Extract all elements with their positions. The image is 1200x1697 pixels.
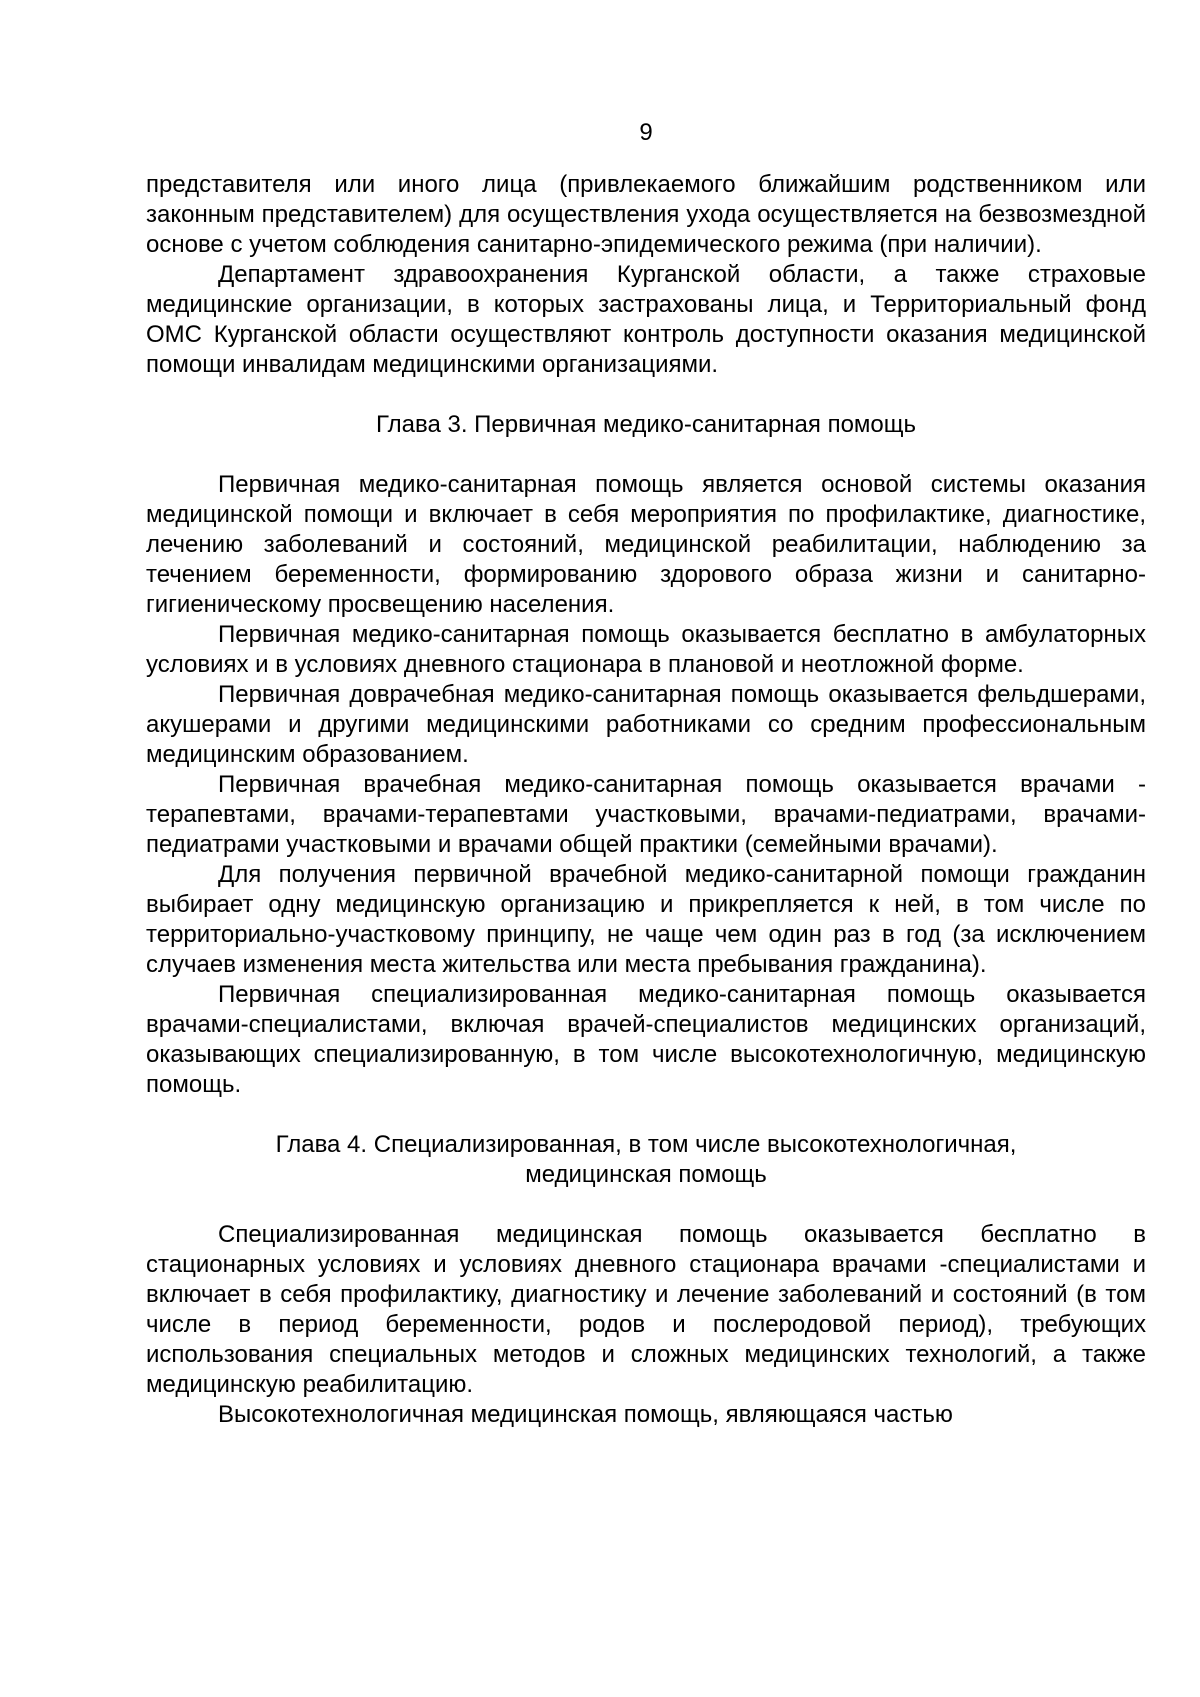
chapter-3-paragraph: Первичная медико-санитарная помощь является основой системы оказания медицинской помощи и включает в себя мероприятия по профилактике, диагностике, лечению заболеваний и состояний, медицинской реабилитации, наблюдению за течением беременности, формированию здорового образа жизни и санитарно-гигиеническому просвещению населения. (146, 471, 1146, 618)
chapter-3-paragraph: Первичная медико-санитарная помощь оказывается бесплатно в амбулаторных условиях и в условиях дневного стационара в плановой и неотложной форме. (146, 621, 1146, 678)
chapter-4-title-line-2: медицинская помощь (525, 1161, 767, 1188)
page-number: 9 (639, 119, 653, 146)
document-body (146, 170, 1146, 1430)
chapter-3-paragraph: Первичная доврачебная медико-санитарная помощь оказывается фельдшерами, акушерами и другими медицинскими работниками со средним профессиональным медицинским образованием. (146, 681, 1146, 768)
chapter-4-paragraph: Специализированная медицинская помощь оказывается бесплатно в стационарных условиях и условиях дневного стационара врачами -специалистами и включает в себя профилактику, диагностику и лечение заболеваний и состояний (в том числе в период беременности, родов и послеродовой период), требующих использования специальных методов и сложных медицинских технологий, а также медицинскую реабилитацию. (146, 1221, 1146, 1398)
chapter-3-paragraph: Первичная специализированная медико-санитарная помощь оказывается врачами-специалистами, включая врачей-специалистов медицинских организаций, оказывающих специализированную, в том числе высокотехнологичную, медицинскую помощь. (146, 981, 1146, 1098)
chapter-4-title (146, 1130, 1146, 1190)
paragraph-continuation: представителя или иного лица (привлекаемого ближайшим родственником или законным представителем) для осуществления ухода осуществляется на безвозмездной основе с учетом соблюдения санитарно-эпидемического режима (при наличии). (146, 171, 1146, 258)
chapter-3-paragraph: Для получения первичной врачебной медико-санитарной помощи гражданин выбирает одну медицинскую организацию и прикрепляется к ней, в том числе по территориально-участковому принципу, не чаще чем один раз в год (за исключением случаев изменения места жительства или места пребывания гражданина). (146, 861, 1146, 978)
chapter-3-title: Глава 3. Первичная медико-санитарная помощь (375, 411, 917, 438)
paragraph-department-control: Департамент здравоохранения Курганской области, а также страховые медицинские организации, в которых застрахованы лица, и Территориальный фонд ОМС Курганской области осуществляют контроль доступности оказания медицинской помощи инвалидам медицинскими организациями. (146, 261, 1146, 378)
chapter-3-paragraph: Первичная врачебная медико-санитарная помощь оказывается врачами - терапевтами, врачами-терапевтами участковыми, врачами-педиатрами, врачами-педиатрами участковыми и врачами общей практики (семейными врачами). (146, 771, 1146, 858)
chapter-4-paragraph: Высокотехнологичная медицинская помощь, являющаяся частью (218, 1401, 953, 1428)
chapter-4-title-line-1: Глава 4. Специализированная, в том числе высокотехнологичная, (275, 1131, 1017, 1158)
